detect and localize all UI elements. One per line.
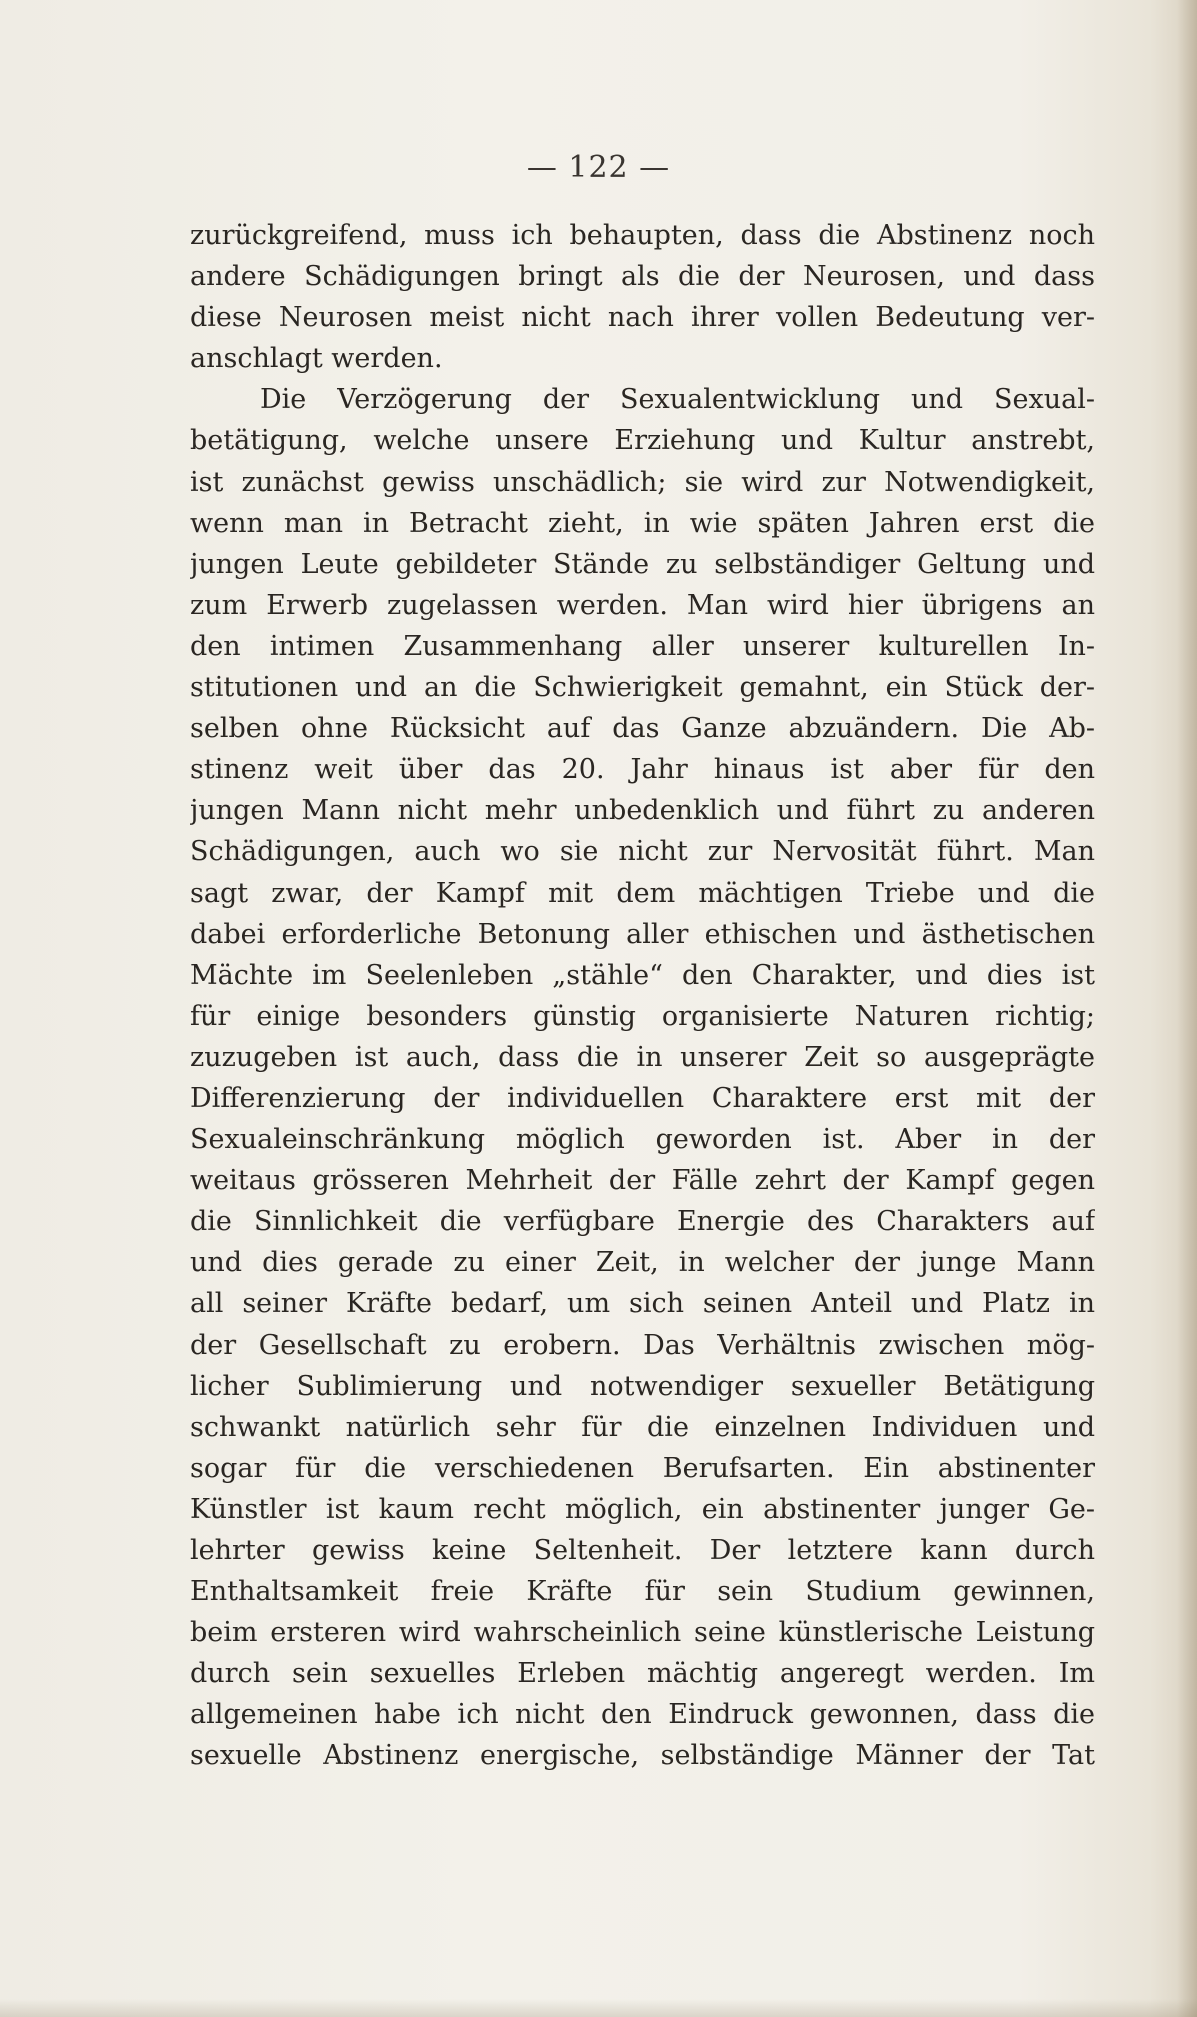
text-line: sexuelle Abstinenz energische, selbständige Männer der Tat: [190, 1740, 1095, 1772]
text-line: licher Sublimierung und notwendiger sexueller Betätigung: [190, 1370, 1095, 1402]
text-line: Enthaltsamkeit freie Kräfte für sein Studium gewinnen,: [190, 1576, 1095, 1608]
text-line: ist zunächst gewiss unschädlich; sie wird zur Notwendigkeit,: [190, 466, 1095, 498]
text-line: diese Neurosen meist nicht nach ihrer vollen Bedeutung ver-: [190, 302, 1095, 334]
text-line: durch sein sexuelles Erleben mächtig angeregt werden. Im: [190, 1658, 1095, 1690]
text-line: andere Schädigungen bringt als die der Neurosen, und dass: [190, 261, 1095, 293]
text-line: all seiner Kräfte bedarf, um sich seinen Anteil und Platz in: [190, 1288, 1095, 1320]
text-line: lehrter gewiss keine Seltenheit. Der letztere kann durch: [190, 1535, 1095, 1566]
body-text: [190, 215, 1095, 1777]
text-line: dabei erforderliche Betonung aller ethischen und ästhetischen: [190, 918, 1095, 950]
text-line: jungen Mann nicht mehr unbedenklich und führt zu anderen: [190, 795, 1095, 827]
text-line: anschlagt werden.: [190, 343, 443, 375]
text-line: zuzugeben ist auch, dass die in unserer Zeit so ausgeprägte: [190, 1041, 1095, 1073]
text-line: weitaus grösseren Mehrheit der Fälle zehrt der Kampf gegen: [190, 1165, 1095, 1197]
text-line: Differenzierung der individuellen Charaktere erst mit der: [190, 1082, 1095, 1114]
text-line: und dies gerade zu einer Zeit, in welcher der junge Mann: [190, 1247, 1095, 1279]
page-number: — 122 —: [526, 150, 671, 185]
text-line: beim ersteren wird wahrscheinlich seine künstlerische Leistung: [190, 1617, 1095, 1649]
text-line: schwankt natürlich sehr für die einzelnen Individuen und: [190, 1411, 1095, 1443]
text-line: selben ohne Rücksicht auf das Ganze abzuändern. Die Ab-: [190, 713, 1095, 745]
text-line: den intimen Zusammenhang aller unserer kulturellen In-: [190, 630, 1095, 662]
text-line: jungen Leute gebildeter Stände zu selbständiger Geltung und: [190, 548, 1095, 580]
text-line: zum Erwerb zugelassen werden. Man wird hier übrigens an: [190, 589, 1095, 621]
text-line: betätigung, welche unsere Erziehung und Kultur anstrebt,: [190, 425, 1095, 457]
text-line: der Gesellschaft zu erobern. Das Verhältnis zwischen mög-: [190, 1329, 1095, 1361]
text-line: wenn man in Betracht zieht, in wie späten Jahren erst die: [190, 507, 1095, 539]
text-line: stinenz weit über das 20. Jahr hinaus ist aber für den: [190, 754, 1095, 786]
text-line: sogar für die verschiedenen Berufsarten. Ein abstinenter: [190, 1452, 1095, 1484]
text-line: Künstler ist kaum recht möglich, ein abstinenter junger Ge-: [190, 1493, 1095, 1525]
text-line: Schädigungen, auch wo sie nicht zur Nervosität führt. Man: [190, 836, 1095, 868]
text-line: für einige besonders günstig organisierte Naturen richtig;: [190, 1000, 1095, 1032]
text-line: Sexualeinschränkung möglich geworden ist. Aber in der: [190, 1124, 1095, 1156]
text-line: allgemeinen habe ich nicht den Eindruck gewonnen, dass die: [190, 1699, 1095, 1731]
text-line: zurückgreifend, muss ich behaupten, dass die Abstinenz noch: [190, 220, 1095, 251]
page-edge-shadow: [1177, 0, 1197, 2017]
text-line: stitutionen und an die Schwierigkeit gemahnt, ein Stück der-: [190, 672, 1095, 704]
paragraph-first-line: Die Verzögerung der Sexualentwicklung und Sexual-: [260, 384, 1095, 416]
text-line: Mächte im Seelenleben „stähle“ den Charakter, und dies ist: [190, 959, 1095, 991]
text-line: sagt zwar, der Kampf mit dem mächtigen Triebe und die: [190, 877, 1095, 909]
page-bottom-shadow: [0, 1999, 1197, 2017]
text-line: die Sinnlichkeit die verfügbare Energie des Charakters auf: [190, 1206, 1095, 1238]
